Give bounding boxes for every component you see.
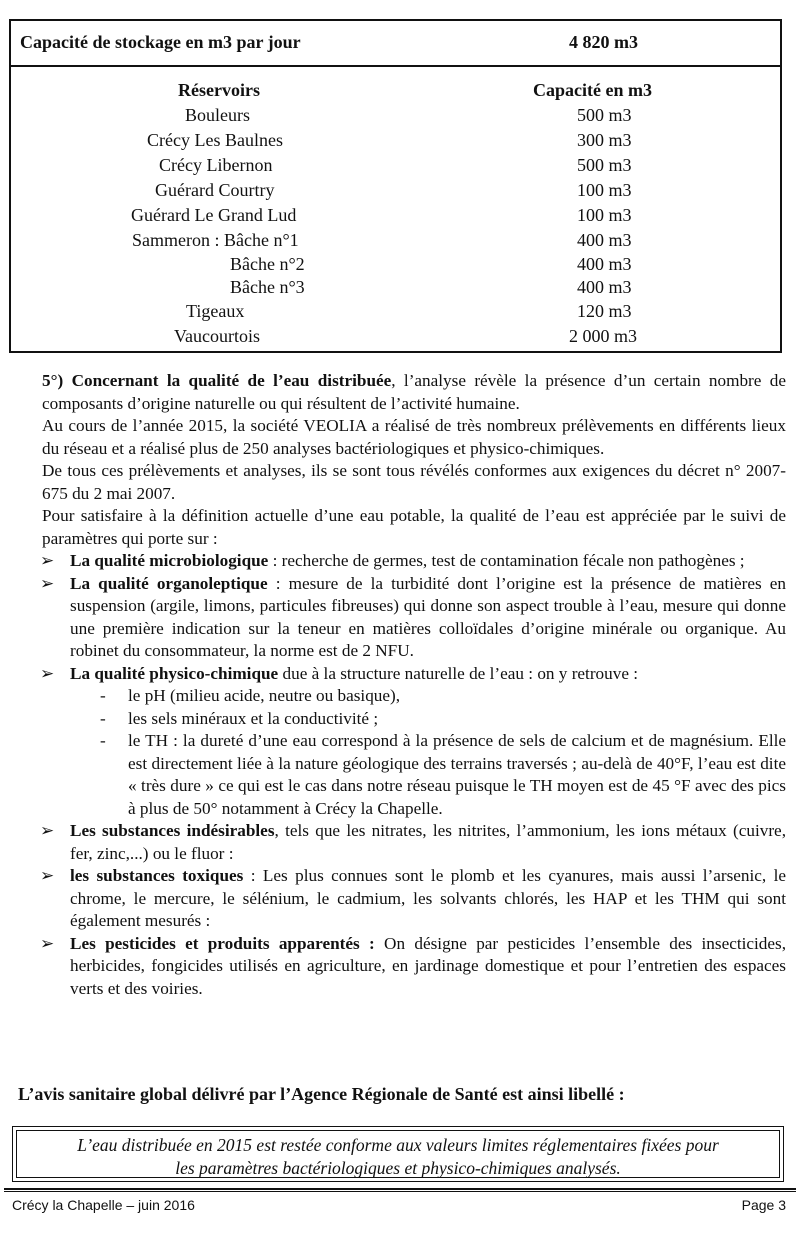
notice-line-2: les paramètres bactériologiques et physico-chimiques analysés.: [175, 1158, 621, 1178]
dash-bullet: -: [100, 686, 106, 705]
column-header-capacity: Capacité en m3: [533, 80, 652, 100]
footer-divider: [4, 1188, 796, 1190]
reservoir-capacity: 400 m3: [577, 230, 632, 250]
bullet-item: [16, 820, 786, 865]
reservoir-name: Bâche n°3: [230, 277, 305, 297]
sub-item-text: le TH : la dureté d’une eau correspond à la présence de sels de calcium et de magnésium. Elle est directement liée à la nature géologique des terrains traversés ; au-delà de 40°F, l’eau est dite « très dure » ce qui est le cas dans notre réseau puisque le TH moyen est de 45 °F avec des pics à plus de 50° notamment à Crécy la Chapelle.: [128, 731, 786, 818]
water-quality-section: [16, 370, 786, 1000]
section-intro-text: , l’analyse révèle la présence d’un certain nombre de composants d’origine naturelle ou qui résultent de l’activité humaine.: [42, 371, 786, 413]
bullet-text: , tels que les nitrates, les nitrites, l’ammonium, les ions métaux (cuivre, fer, zinc,...) ou le fluor :: [70, 821, 786, 863]
bullet-text: On désigne par pesticides l’ensemble des insecticides, herbicides, fongicides utilisés en agriculture, en jardinage domestique et pour l’entretien des espaces verts et des voiries.: [70, 933, 786, 998]
bullet-heading: Les substances indésirables: [70, 821, 275, 840]
bullet-item: [16, 865, 786, 933]
sub-item-text: les sels minéraux et la conductivité ;: [128, 708, 379, 728]
notice-line-1: L’eau distribuée en 2015 est restée conforme aux valeurs limites réglementaires fixées pour: [77, 1135, 719, 1155]
storage-capacity-value: 4 820 m3: [569, 32, 638, 52]
reservoir-capacity: 500 m3: [577, 105, 632, 125]
paragraph: Pour satisfaire à la définition actuelle d’une eau potable, la qualité de l’eau est appréciée par le suivi de paramètres qui porte sur :: [42, 506, 786, 548]
reservoir-name: Guérard Le Grand Lud: [131, 205, 297, 225]
bullet-item: [16, 933, 786, 1001]
footer-publication: Crécy la Chapelle – juin 2016: [12, 1197, 195, 1213]
reservoir-capacity: 100 m3: [577, 205, 632, 225]
reservoir-name: Vaucourtois: [174, 326, 260, 346]
paragraph: Au cours de l’année 2015, la société VEOLIA a réalisé de très nombreux prélèvements en différents lieux du réseau et a réalisé plus de 250 analyses bactériologiques et physico-chimiques.: [42, 416, 786, 458]
column-header-reservoirs: Réservoirs: [178, 80, 260, 100]
bullet-heading: Les pesticides et produits apparentés :: [70, 933, 375, 953]
reservoir-name: Bâche n°2: [230, 254, 305, 274]
sub-item: [16, 730, 786, 820]
sub-item: [16, 685, 786, 708]
bullet-text: : mesure de la turbidité dont l’origine est la présence de matières en suspension (argile, limons, particules fibreuses) qui donne son aspect trouble à l’eau, mesure qui donne une première indication sur la teneur en matières colloïdales d’origine minérale ou organique. Au robinet du consommateur, la norme est de 2 NFU.: [70, 573, 787, 660]
paragraph: De tous ces prélèvements et analyses, ils se sont tous révélés conformes aux exigences du décret n° 2007-675 du 2 mai 2007.: [42, 461, 786, 503]
bullet-heading: La qualité organoleptique: [70, 573, 268, 593]
reservoir-name: Bouleurs: [185, 105, 250, 125]
section-title: Concernant la qualité de l’eau distribuée: [71, 371, 392, 390]
sub-item-text: le pH (milieu acide, neutre ou basique),: [128, 686, 401, 705]
reservoir-capacity: 100 m3: [577, 180, 632, 200]
reservoir-name: Tigeaux: [186, 301, 245, 321]
bullet-text: : Les plus connues sont le plomb et les cyanures, mais aussi l’arsenic, le chrome, le mercure, le sélénium, le cadmium, les solvants chlorés, les HAP et les THM qui sont également mesurés :: [70, 866, 786, 930]
bullet-item: [16, 663, 786, 686]
arrow-bullet-icon: ➢: [40, 551, 55, 570]
dash-bullet: -: [100, 708, 106, 728]
reservoir-capacity: 2 000 m3: [569, 326, 638, 346]
reservoir-capacity: 400 m3: [577, 254, 632, 274]
page-number: Page 3: [741, 1197, 786, 1213]
bullet-text: due à la structure naturelle de l’eau : on y retrouve :: [278, 663, 639, 683]
section-number: 5°): [42, 371, 64, 390]
arrow-bullet-icon: ➢: [40, 866, 55, 885]
bullet-heading: les substances toxiques: [70, 866, 244, 885]
bullet-heading: La qualité microbiologique: [70, 551, 269, 570]
arrow-bullet-icon: ➢: [40, 821, 55, 840]
arrow-bullet-icon: ➢: [40, 573, 55, 593]
storage-capacity-table: [9, 19, 782, 353]
sub-item: [16, 708, 786, 731]
health-notice-box: [12, 1126, 784, 1182]
health-notice-heading: L’avis sanitaire global délivré par l’Agence Régionale de Santé est ainsi libellé :: [18, 1084, 625, 1104]
bullet-item: [16, 573, 786, 663]
dash-bullet: -: [100, 731, 106, 750]
section-intro: [16, 370, 786, 415]
reservoir-name: Guérard Courtry: [155, 180, 275, 200]
reservoir-capacity: 500 m3: [577, 155, 632, 175]
reservoir-name: Crécy Libernon: [159, 155, 273, 175]
storage-capacity-label: Capacité de stockage en m3 par jour: [20, 32, 301, 52]
bullet-item: [16, 550, 786, 573]
reservoir-name: Sammeron : Bâche n°1: [132, 230, 299, 250]
reservoir-capacity: 120 m3: [577, 301, 632, 321]
arrow-bullet-icon: ➢: [40, 933, 55, 953]
reservoir-name: Crécy Les Baulnes: [147, 130, 283, 150]
footer-divider-thin: [4, 1191, 796, 1192]
reservoir-capacity: 400 m3: [577, 277, 632, 297]
arrow-bullet-icon: ➢: [40, 663, 55, 683]
reservoir-capacity: 300 m3: [577, 130, 632, 150]
table-header-row: [11, 21, 780, 67]
bullet-text: : recherche de germes, test de contamination fécale non pathogènes ;: [268, 551, 745, 570]
bullet-heading: La qualité physico-chimique: [70, 663, 279, 683]
